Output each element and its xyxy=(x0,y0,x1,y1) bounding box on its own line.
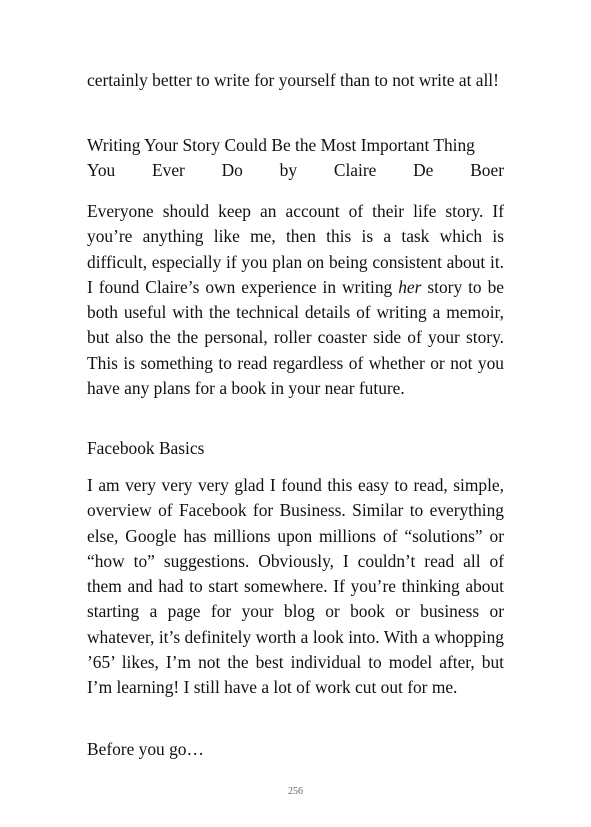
closing-heading-block xyxy=(87,737,504,762)
section-1-text-after-emphasis: story to be both useful with the technical details of writing a memoir, but also the the personal, roller coaster side of your story. This is something to read regardless of whether or not you have any plans for a book in your near future. xyxy=(87,276,504,399)
intro-paragraph: certainly better to write for yourself than to not write at all! xyxy=(87,70,499,90)
section-1-heading-block xyxy=(87,133,504,184)
section-1-emphasis: her xyxy=(398,276,422,297)
section-1-heading: Writing Your Story Could Be the Most Important Thing You Ever Do by Claire De Boer xyxy=(87,135,504,181)
section-2-body xyxy=(87,473,504,701)
section-1-body xyxy=(87,199,504,401)
section-2-heading: Facebook Basics xyxy=(87,438,205,458)
section-2-heading-block xyxy=(87,436,504,461)
section-1-text-before-emphasis: Everyone should keep an account of their life story. If you’re anything like me, then this is a task which is difficult, especially if you plan on being consistent about it. I found Claire’s own experience in writing xyxy=(87,201,504,297)
section-1-paragraph xyxy=(87,199,504,401)
page-number: 256 xyxy=(288,786,303,797)
intro-paragraph-block xyxy=(87,68,504,93)
closing-heading: Before you go… xyxy=(87,739,204,759)
section-2-paragraph: I am very very very glad I found this easy to read, simple, overview of Facebook for Business. Similar to everything else, Google has millions upon millions of “solutions” or “how to” suggestions. Obviously, I couldn’t read all of them and had to start somewhere. If you’re thinking about starting a page for your blog or book or business or whatever, it’s definitely worth a look into. With a whopping ’65’ likes, I’m not the best individual to model after, but I’m learning! I still have a lot of work cut out for me. xyxy=(87,475,504,698)
